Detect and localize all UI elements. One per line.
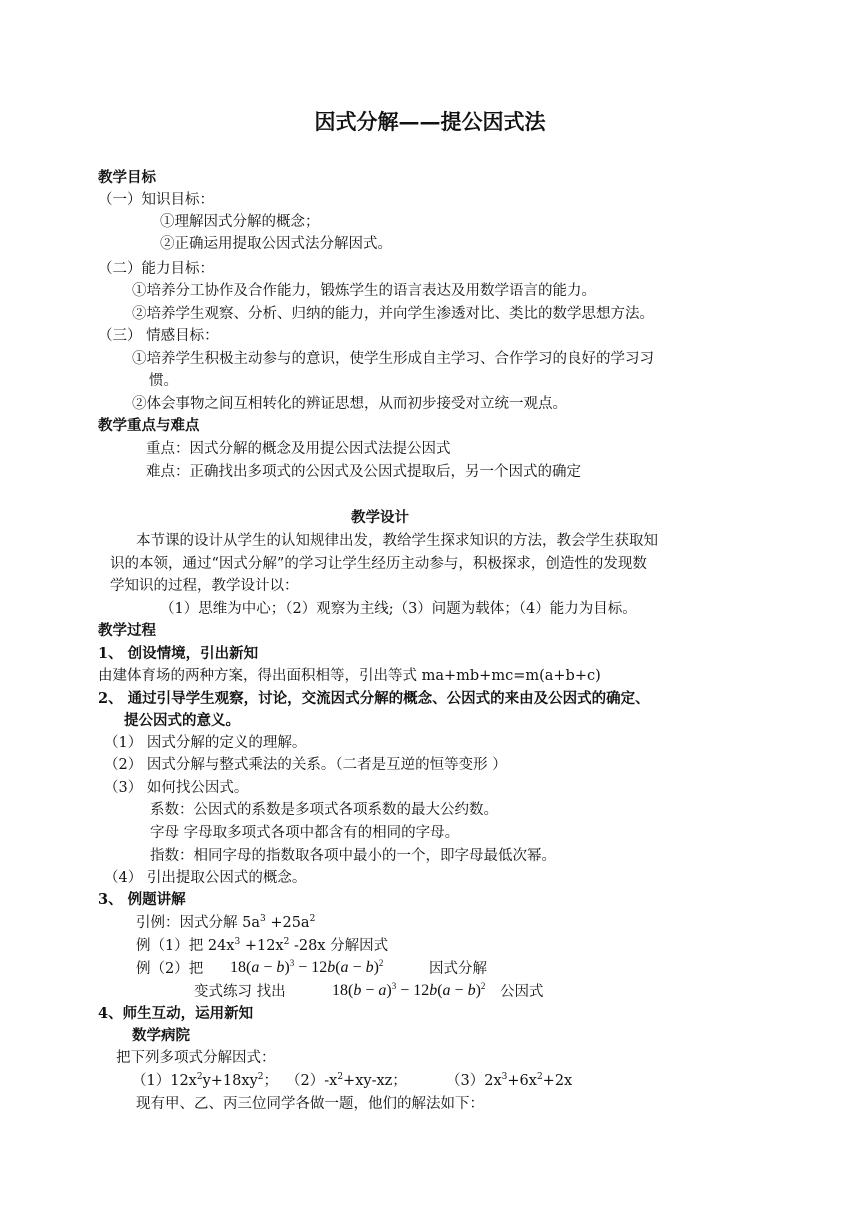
key-points-heading: 教学重点与难点 — [98, 417, 200, 434]
knowledge-goal-item-1: ①理解因式分解的概念； — [160, 214, 320, 230]
section-2-title-cont: 提公因式的意义。 — [124, 712, 240, 729]
section-1-text: 由建体育场的两种方案，得出面积相等，引出等式 ma+mb+mc=m(a+b+c) — [98, 668, 601, 684]
example-1-suffix: 分解因式 — [325, 938, 389, 954]
design-para-line-2: 识的本领，通过“因式分解”的学习让学生经历主动参与，积极探求，创造性的发现数 — [110, 556, 647, 572]
goals-heading: 教学目标 — [98, 169, 156, 186]
ability-goal-item-1: ①培养分工协作及合作能力，锻炼学生的语言表达及用数学语言的能力。 — [132, 283, 596, 299]
design-heading: 教学设计 — [351, 509, 409, 526]
key-point-focus: 重点：因式分解的概念及用提公因式法提公因式 — [146, 441, 451, 457]
variant-prefix: 变式练习 找出 — [194, 984, 286, 1000]
design-para-line-3: 学知识的过程，教学设计以： — [110, 578, 299, 594]
ability-goal-label: （二）能力目标： — [98, 261, 214, 277]
section-2-item-2: （2） 因式分解与整式乘法的关系。（二者是互逆的恒等变形 ） — [104, 757, 507, 773]
rule-letter: 字母 字母取多项式各项中都含有的相同的字母。 — [150, 825, 460, 841]
example-1: 例（1）把 $24x^3 +12x^2$ -28x 分解因式 — [136, 937, 389, 954]
section-4-title: 4、师生互动，运用新知 — [98, 1005, 254, 1022]
section-3-title: 3、 例题讲解 — [98, 891, 186, 908]
intro-example: 引例：因式分解 $5a^3 +25a^2$ — [136, 914, 316, 931]
emotion-goal-item-2: ②体会事物之间互相转化的辨证思想，从而初步接受对立统一观点。 — [132, 396, 567, 412]
process-heading: 教学过程 — [98, 622, 156, 639]
knowledge-goal-label: （一）知识目标： — [98, 192, 214, 208]
example-1-prefix: 例（1）把 — [136, 938, 208, 954]
section-2-item-1: （1） 因式分解的定义的理解。 — [104, 735, 307, 751]
task-instruction: 把下列多项式分解因式： — [116, 1050, 276, 1066]
problem-3: $(3)2x^3+6x^2+2x$ — [446, 1072, 573, 1089]
closing-text: 现有甲、乙、丙三位同学各做一题，他们的解法如下： — [136, 1096, 484, 1112]
page-title: 因式分解——提公因式法 — [314, 109, 546, 134]
emotion-goal-item-1-cont: 惯。 — [149, 373, 178, 389]
rule-exponent: 指数：相同字母的指数取各项中最小的一个，即字母最低次幂。 — [150, 848, 556, 864]
example-2-prefix: 例（2）把 — [136, 961, 204, 977]
emotion-goal-item-1: ①培养学生积极主动参与的意识，使学生形成自主学习、合作学习的良好的学习习 — [132, 351, 654, 367]
section-1-title: 1、 创设情境，引出新知 — [98, 645, 259, 662]
knowledge-goal-item-2: ②正确运用提取公因式法分解因式。 — [160, 236, 392, 252]
example-2-suffix: 因式分解 — [429, 961, 487, 977]
variant-suffix: 公因式 — [500, 984, 544, 1000]
section-2-title: 2、 通过引导学生观察，讨论，交流因式分解的概念、公因式的来由及公因式的确定、 — [98, 690, 650, 707]
problem-2: $(2)-x^2+xy-xz$； — [286, 1072, 407, 1089]
emotion-goal-label: （三） 情感目标： — [98, 328, 219, 344]
rule-coefficient: 系数：公因式的系数是多项式各项系数的最大公约数。 — [150, 802, 498, 818]
section-2-item-3: （3） 如何找公因式。 — [104, 780, 249, 796]
key-point-difficulty: 难点：正确找出多项式的公因式及公因式提取后，另一个因式的确定 — [146, 464, 581, 480]
intro-example-prefix: 引例：因式分解 — [136, 915, 243, 931]
problem-1: $(1)12x^2y+18xy^2$； — [132, 1072, 278, 1089]
math-clinic-heading: 数学病院 — [132, 1027, 190, 1044]
section-2-item-4: （4） 引出提取公因式的概念。 — [104, 870, 307, 886]
design-points: （1）思维为中心；（2）观察为主线;（3）问题为载体；（4）能力为目标。 — [160, 601, 637, 617]
ability-goal-item-2: ②培养学生观察、分析、归纳的能力，并向学生渗透对比、类比的数学思想方法。 — [132, 306, 654, 322]
design-para-line-1: 本节课的设计从学生的认知规律出发，教给学生探求知识的方法，教会学生获取知 — [136, 533, 658, 549]
variant-expression: $18(b - a)^3 - 12b(a - b)^2$ — [332, 981, 486, 999]
example-2-expression: $18(a - b)^3 - 12b(a - b)^2$ — [230, 958, 384, 976]
